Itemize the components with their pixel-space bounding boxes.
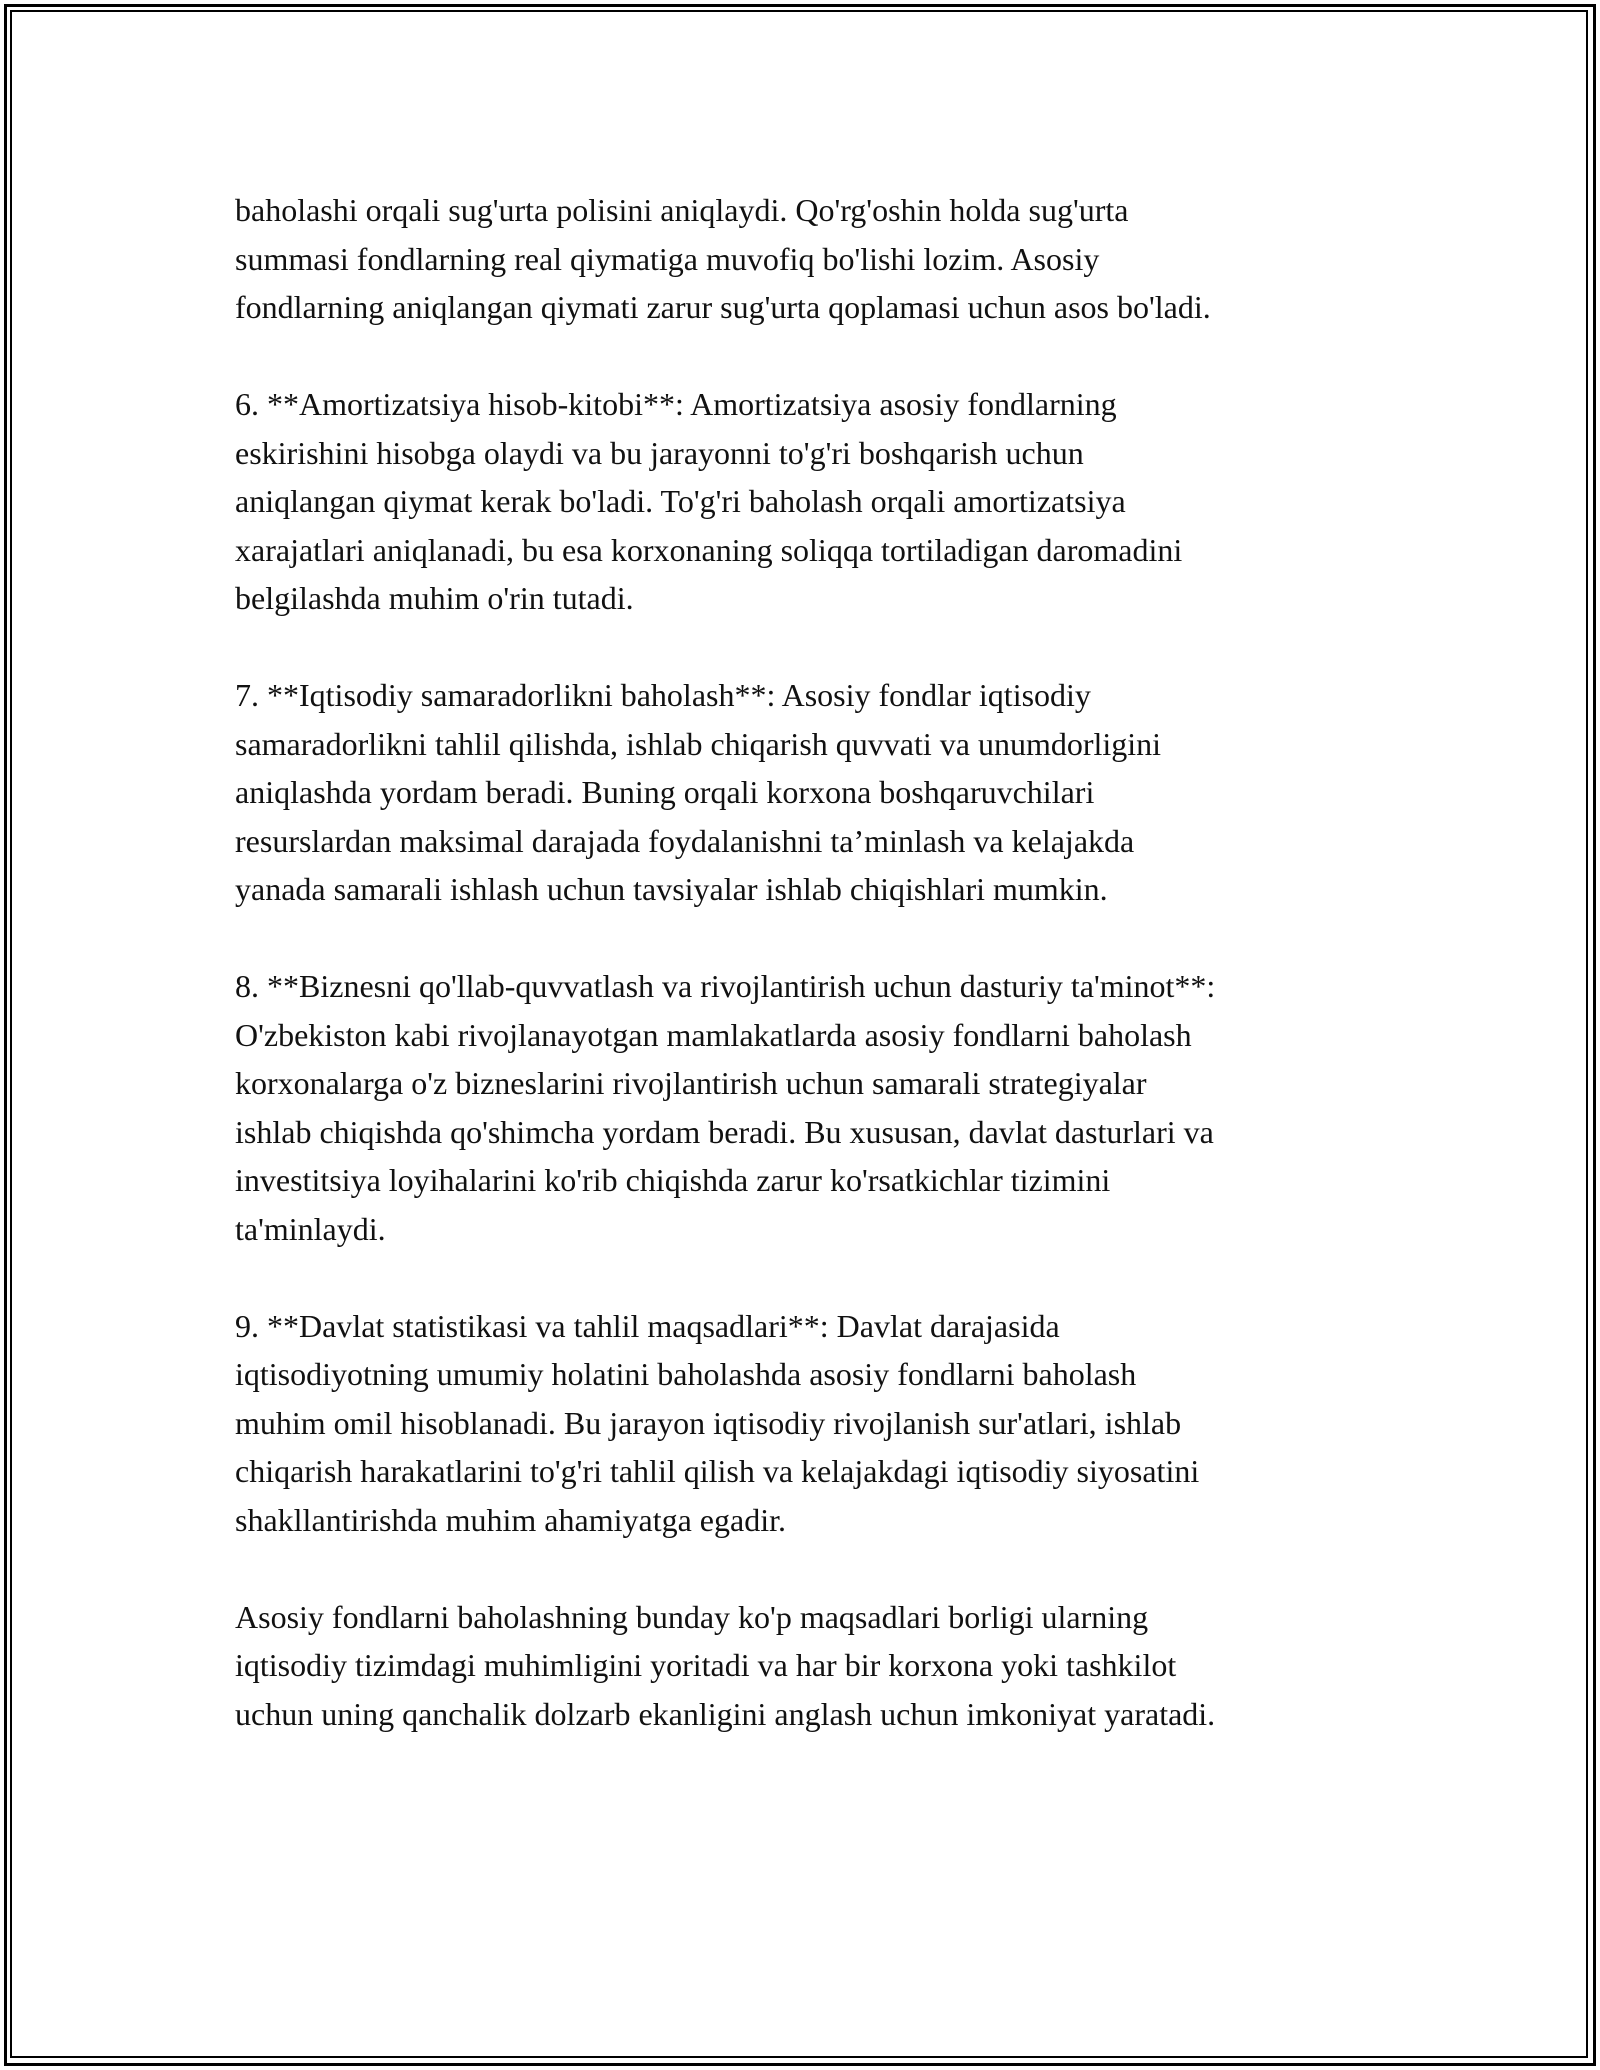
text-line: fondlarning aniqlangan qiymati zarur sug'urta qoplamasi uchun asos bo'ladi. — [235, 289, 1211, 325]
text-line: eskirishini hisobga olaydi va bu jarayonni to'g'ri boshqarish uchun — [235, 434, 1084, 471]
text-line: muhim omil hisoblanadi. Bu jarayon iqtisodiy rivojlanish sur'atlari, ishlab — [235, 1404, 1182, 1441]
document-body — [235, 186, 1395, 1787]
text-line: belgilashda muhim o'rin tutadi. — [235, 580, 634, 616]
text-line: xarajatlari aniqlanadi, bu esa korxonaning soliqqa tortiladigan daromadini — [235, 531, 1183, 568]
text-line: iqtisodiy tizimdagi muhimligini yoritadi va har bir korxona yoki tashkilot — [235, 1647, 1177, 1683]
text-line: ta'minlaydi. — [235, 1210, 386, 1247]
text-line: 7. **Iqtisodiy samaradorlikni baholash**: Asosiy fondlar iqtisodiy — [235, 677, 1091, 713]
text-line: summasi fondlarning real qiymatiga muvofiq bo'lishi lozim. Asosiy — [235, 240, 1100, 277]
text-line: yanada samarali ishlash uchun tavsiyalar ishlab chiqishlari mumkin. — [235, 871, 1108, 907]
text-line: shakllantirishda muhim ahamiyatga egadir. — [235, 1501, 786, 1538]
paragraph-insurance-continuation — [235, 186, 1395, 332]
text-line: O'zbekiston kabi rivojlanayotgan mamlakatlarda asosiy fondlarni baholash — [235, 1016, 1192, 1053]
text-line: investitsiya loyihalarini ko'rib chiqishda zarur ko'rsatkichlar tizimini — [235, 1162, 1111, 1198]
text-line: 6. **Amortizatsiya hisob-kitobi**: Amortizatsiya asosiy fondlarning — [235, 386, 1117, 422]
text-line: aniqlangan qiymat kerak bo'ladi. To'g'ri baholash orqali amortizatsiya — [235, 483, 1126, 519]
paragraph-item-9-statistics — [235, 1302, 1395, 1545]
text-line: samaradorlikni tahlil qilishda, ishlab chiqarish quvvati va unumdorligini — [235, 725, 1162, 762]
text-line: uchun uning qanchalik dolzarb ekanligini anglash uchun imkoniyat yaratadi. — [235, 1695, 1216, 1732]
text-line: Asosiy fondlarni baholashning bunday ko'p maqsadlari borligi ularning — [235, 1598, 1149, 1635]
text-line: baholashi orqali sug'urta polisini aniqlaydi. Qo'rg'oshin holda sug'urta — [235, 192, 1129, 228]
text-line: aniqlashda yordam beradi. Buning orqali korxona boshqaruvchilari — [235, 774, 1095, 810]
paragraph-conclusion — [235, 1593, 1395, 1739]
text-line: resurslardan maksimal darajada foydalanishni ta’minlash va kelajakda — [235, 822, 1135, 859]
text-line: iqtisodiyotning umumiy holatini baholashda asosiy fondlarni baholash — [235, 1356, 1137, 1392]
text-line: chiqarish harakatlarini to'g'ri tahlil qilish va kelajakdagi iqtisodiy siyosatini — [235, 1453, 1200, 1489]
text-line: ishlab chiqishda qo'shimcha yordam beradi. Bu xususan, davlat dasturlari va — [235, 1113, 1214, 1150]
paragraph-item-6-amortization — [235, 380, 1395, 623]
text-line: korxonalarga o'z bizneslarini rivojlantirish uchun samarali strategiyalar — [235, 1065, 1147, 1101]
text-line: 8. **Biznesni qo'llab-quvvatlash va rivojlantirish uchun dasturiy ta'minot**: — [235, 968, 1216, 1004]
text-line: 9. **Davlat statistikasi va tahlil maqsadlari**: Davlat darajasida — [235, 1307, 1060, 1344]
paragraph-item-8-business-support — [235, 962, 1395, 1253]
paragraph-item-7-efficiency — [235, 671, 1395, 914]
